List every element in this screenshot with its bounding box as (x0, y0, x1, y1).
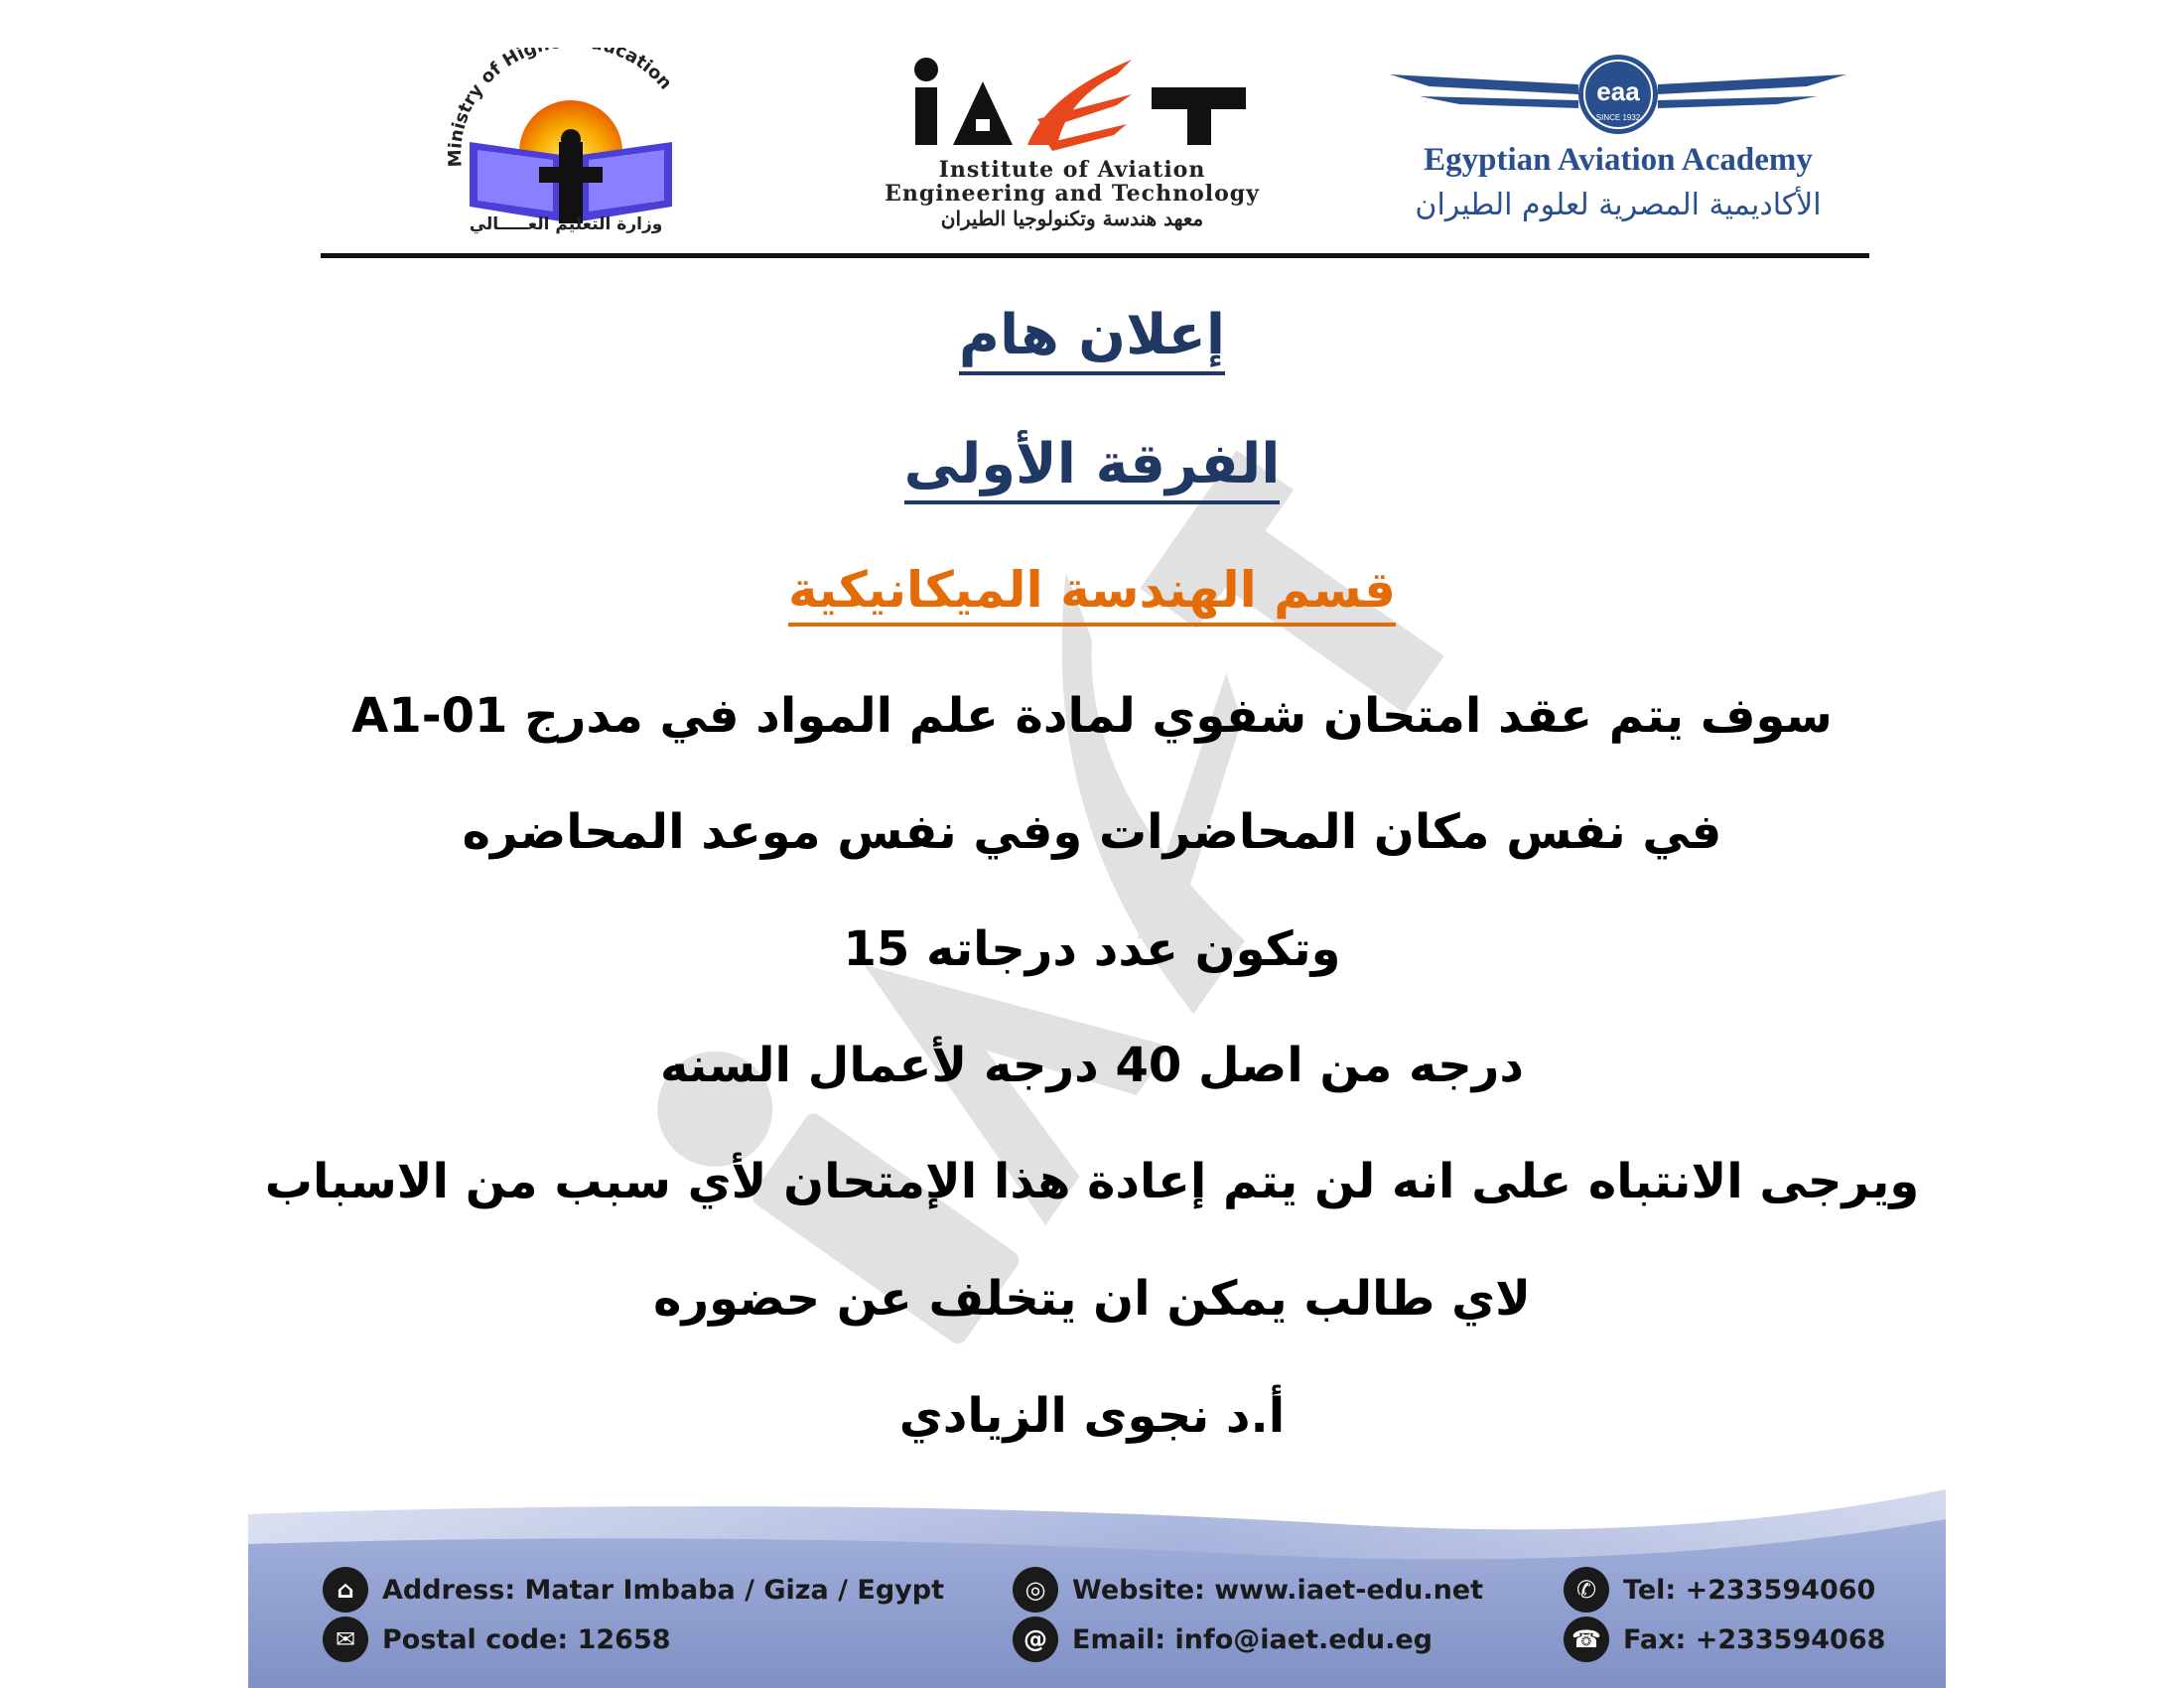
eaa-logo (1390, 55, 1846, 243)
department-heading (0, 561, 2184, 619)
signature: أ.د نجوى الزيادي (898, 1388, 1286, 1444)
eaa-wings-icon (1390, 55, 1846, 144)
footer-email[interactable] (1013, 1617, 1433, 1662)
footer-address (323, 1567, 944, 1613)
mail-icon: ✉ (323, 1617, 368, 1662)
ministry-arabic-name: وزارة التعليم العـــــالي (469, 214, 663, 234)
at-email-icon: @ (1013, 1617, 1058, 1662)
announcement-line-total: درجه من اصل 40 درجه لأعمال السنه (659, 1038, 1524, 1093)
iaet-arabic-name: معهد هندسة وتكنولوجيا الطيران (940, 207, 1204, 230)
announcement-line-exam: سوف يتم عقد امتحان شفوي لمادة علم المواد في مدرج A1-01 (351, 688, 1833, 744)
iaet-wordmark-icon (834, 40, 1310, 159)
footer-fax-text: Fax: +233594068 (1623, 1623, 1886, 1655)
announcement-title-text: إعلان هام (959, 303, 1225, 375)
announcement-line-marks: وتكون عدد درجاته 15 (843, 921, 1341, 977)
phone-icon: ✆ (1564, 1567, 1609, 1613)
announcement-line-place: في نفس مكان المحاضرات وفي نفس موعد المحاضره (462, 804, 1722, 860)
header-divider (321, 253, 1869, 258)
footer-telephone (1564, 1567, 1875, 1613)
iaet-name-line1: Institute of Aviation (938, 157, 1206, 183)
announcement-subtitle (0, 432, 2184, 496)
footer-website[interactable] (1013, 1567, 1483, 1613)
ministry-arc-text: Ministry of Hig cation (444, 48, 676, 168)
footer-postal-text: Postal code: 12658 (382, 1623, 671, 1655)
announcement-title (0, 303, 2184, 367)
footer-contact-band (248, 1484, 1946, 1688)
announcement-subtitle-text: الفرقة الأولى (904, 432, 1281, 504)
home-location-icon: ⌂ (323, 1567, 368, 1613)
ministry-logo (422, 48, 710, 251)
department-heading-text: قسم الهندسة الميكانيكية (788, 561, 1396, 627)
eaa-badge-text: eaa (1596, 76, 1640, 106)
iaet-watermark-icon (556, 397, 1529, 1370)
eaa-since-text: SINCE 1932 (1595, 113, 1641, 122)
iaet-name-line2: Engineering and Technology (885, 181, 1260, 207)
eaa-english-name: Egyptian Aviation Academy (1424, 142, 1813, 178)
iaet-logo (834, 40, 1310, 238)
globe-icon: ◎ (1013, 1567, 1058, 1613)
footer-website-text[interactable]: Website: www.iaet-edu.net (1072, 1574, 1484, 1606)
eaa-arabic-name: الأكاديمية المصرية لعلوم الطيران (1415, 188, 1822, 222)
footer-fax (1564, 1617, 1885, 1662)
footer-address-text: Address: Matar Imbaba / Giza / Egypt (382, 1574, 944, 1606)
announcement-line-notice: ويرجى الانتباه على انه لن يتم إعادة هذا الإمتحان لأي سبب من الاسباب (264, 1154, 1920, 1209)
announcement-line-absence: لاي طالب يمكن ان يتخلف عن حضوره (653, 1271, 1531, 1327)
footer-email-text[interactable]: Email: info@iaet.edu.eg (1072, 1623, 1433, 1655)
fax-icon: ☎ (1564, 1617, 1609, 1662)
footer-postal-code (323, 1617, 671, 1662)
footer-tel-text: Tel: +233594060 (1623, 1574, 1876, 1606)
